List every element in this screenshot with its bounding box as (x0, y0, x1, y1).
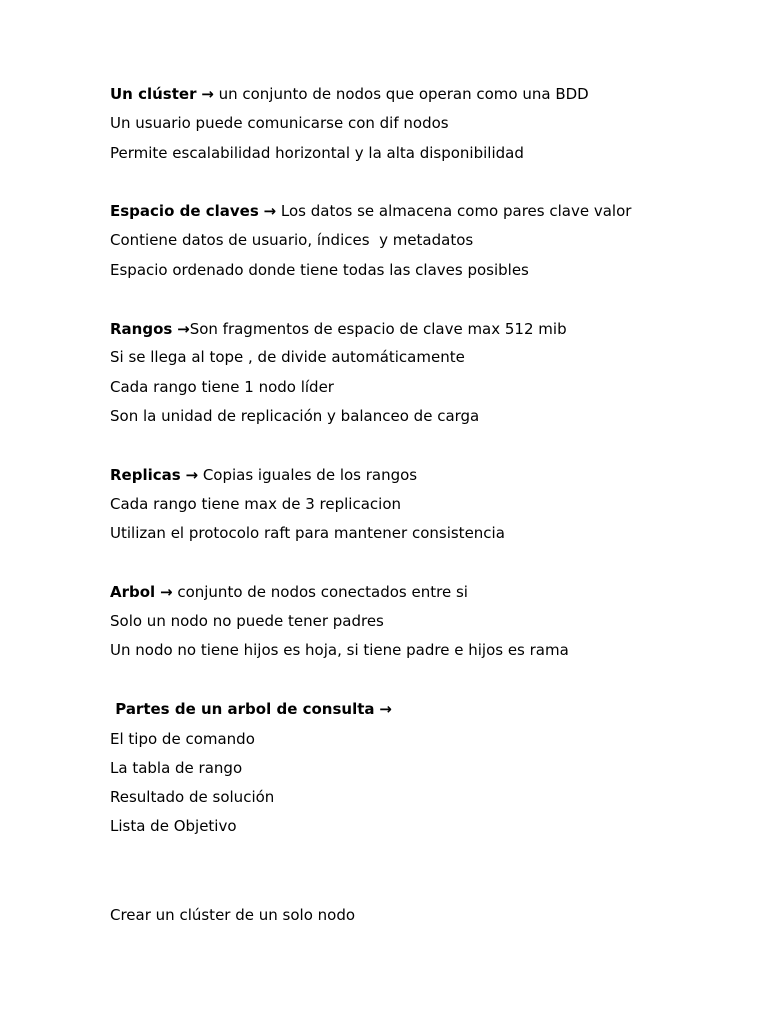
arrow-right-icon: → (379, 700, 392, 718)
heading-term: Rangos (110, 320, 173, 338)
section-heading-partes-arbol (110, 700, 392, 718)
heading-term: Partes de un arbol de consulta (110, 700, 375, 718)
heading-definition: Copias iguales de los rangos (198, 466, 418, 484)
list-item: Solo un nodo no puede tener padres (110, 612, 384, 630)
list-item: Cada rango tiene 1 nodo líder (110, 378, 334, 396)
heading-definition: un conjunto de nodos que operan como una BDD (213, 85, 589, 103)
arrow-right-icon: → (159, 583, 173, 601)
heading-definition: conjunto de nodos conectados entre si (172, 583, 468, 601)
heading-term: Un clúster (110, 85, 197, 103)
section-heading-cluster (110, 85, 589, 103)
list-item: Si se llega al tope , de divide automáticamente (110, 348, 465, 366)
heading-term: Espacio de claves (110, 202, 259, 220)
list-item: Un nodo no tiene hijos es hoja, si tiene padre e hijos es rama (110, 641, 569, 659)
arrow-right-icon: → (185, 466, 199, 484)
section-heading-arbol (110, 583, 468, 601)
list-item: El tipo de comando (110, 730, 255, 748)
list-item: Contiene datos de usuario, índices y metadatos (110, 231, 474, 249)
list-item: Permite escalabilidad horizontal y la alta disponibilidad (110, 144, 524, 162)
list-item: Cada rango tiene max de 3 replicacion (110, 495, 401, 513)
list-item: Son la unidad de replicación y balanceo de carga (110, 407, 480, 425)
list-item: Utilizan el protocolo raft para mantener consistencia (110, 524, 505, 542)
arrow-right-icon: → (177, 320, 190, 338)
list-item: La tabla de rango (110, 759, 243, 777)
arrow-right-icon: → (201, 85, 214, 103)
section-heading-replicas (110, 466, 417, 484)
heading-term: Arbol (110, 583, 156, 601)
heading-definition: Son fragmentos de espacio de clave max 512 mib (189, 320, 567, 338)
section-heading-rangos (110, 320, 567, 338)
arrow-right-icon: → (263, 202, 277, 220)
heading-definition: Los datos se almacena como pares clave valor (276, 202, 632, 220)
list-item: Lista de Objetivo (110, 817, 237, 835)
list-item: Un usuario puede comunicarse con dif nodos (110, 114, 449, 132)
heading-term: Replicas (110, 466, 181, 484)
footer-line: Crear un clúster de un solo nodo (110, 906, 356, 924)
list-item: Espacio ordenado donde tiene todas las claves posibles (110, 261, 529, 279)
list-item: Resultado de solución (110, 788, 275, 806)
section-heading-espacio-de-claves (110, 202, 631, 220)
